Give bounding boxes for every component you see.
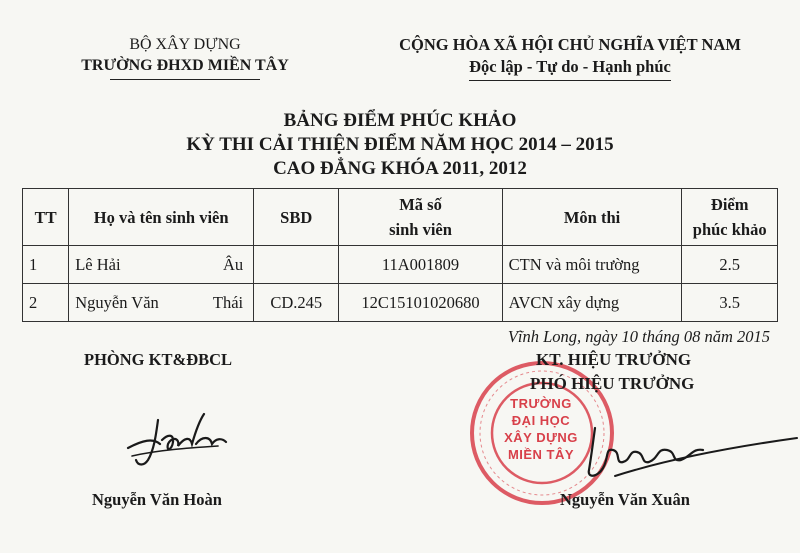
cell-family-name: Lê Hải [75, 254, 121, 274]
score-table [22, 188, 778, 322]
cell-student-id: 11A001809 [339, 246, 502, 284]
stamp-line-3: XÂY DỰNG [504, 430, 578, 445]
table-row [23, 284, 778, 322]
right-signature-image [575, 418, 800, 488]
stamp-text [500, 395, 582, 463]
right-role-subtitle: PHÓ HIỆU TRƯỞNG [530, 374, 695, 393]
stamp-line-2: ĐẠI HỌC [511, 413, 571, 428]
cell-family-name: Nguyễn Văn [75, 292, 159, 312]
header-name: Họ và tên sinh viên [69, 189, 254, 246]
cell-score: 2.5 [682, 246, 778, 284]
stamp-line-1: TRƯỜNG [510, 396, 572, 411]
title-line-2: KỲ THI CẢI THIỆN ĐIỂM NĂM HỌC 2014 – 2015 [186, 134, 614, 155]
cell-given-name: Âu [222, 254, 244, 274]
header-student-id-line2: sinh viên [389, 220, 452, 239]
cell-subject: AVCN xây dựng [502, 284, 682, 322]
header-score [682, 189, 778, 246]
left-signature-image [118, 400, 238, 470]
cell-score: 3.5 [682, 284, 778, 322]
cell-name [69, 284, 254, 322]
document-title [0, 109, 800, 181]
cell-student-id: 12C15101020680 [339, 284, 502, 322]
cell-tt: 1 [23, 246, 69, 284]
cell-tt: 2 [23, 284, 69, 322]
right-role-title: KT. HIỆU TRƯỞNG [536, 350, 692, 369]
issuer-block [60, 34, 310, 80]
header-score-line1: Điểm [710, 195, 749, 214]
national-motto: Độc lập - Tự do - Hạnh phúc [469, 56, 671, 81]
cell-sbd: CD.245 [254, 284, 339, 322]
cell-sbd [254, 246, 339, 284]
header-tt: TT [23, 189, 69, 246]
right-signer-name: Nguyễn Văn Xuân [560, 490, 690, 509]
issuer-underline [110, 79, 260, 80]
title-line-3: CAO ĐẲNG KHÓA 2011, 2012 [273, 158, 527, 179]
header-subject: Môn thi [502, 189, 682, 246]
left-signer-name: Nguyễn Văn Hoàn [92, 490, 222, 509]
school-name: TRƯỜNG ĐHXD MIỀN TÂY [81, 57, 289, 74]
cell-given-name: Thái [212, 292, 244, 312]
date-place-line: Vĩnh Long, ngày 10 tháng 08 năm 2015 [507, 327, 770, 346]
table-header-row [23, 189, 778, 246]
stamp-line-4: MIỀN TÂY [507, 447, 575, 462]
left-office-title: PHÒNG KT&ĐBCL [84, 350, 233, 369]
header-score-line2: phúc khảo [692, 220, 767, 239]
table-row [23, 246, 778, 284]
header-student-id-line1: Mã số [399, 195, 442, 214]
header-student-id [339, 189, 502, 246]
title-line-1: BẢNG ĐIỂM PHÚC KHẢO [283, 110, 517, 131]
header-sbd: SBD [254, 189, 339, 246]
cell-name [69, 246, 254, 284]
ministry-name: BỘ XÂY DỰNG [129, 36, 241, 53]
cell-subject: CTN và môi trường [502, 246, 682, 284]
country-name: CỘNG HÒA XÃ HỘI CHỦ NGHĨA VIỆT NAM [399, 35, 741, 54]
national-header [370, 34, 770, 81]
